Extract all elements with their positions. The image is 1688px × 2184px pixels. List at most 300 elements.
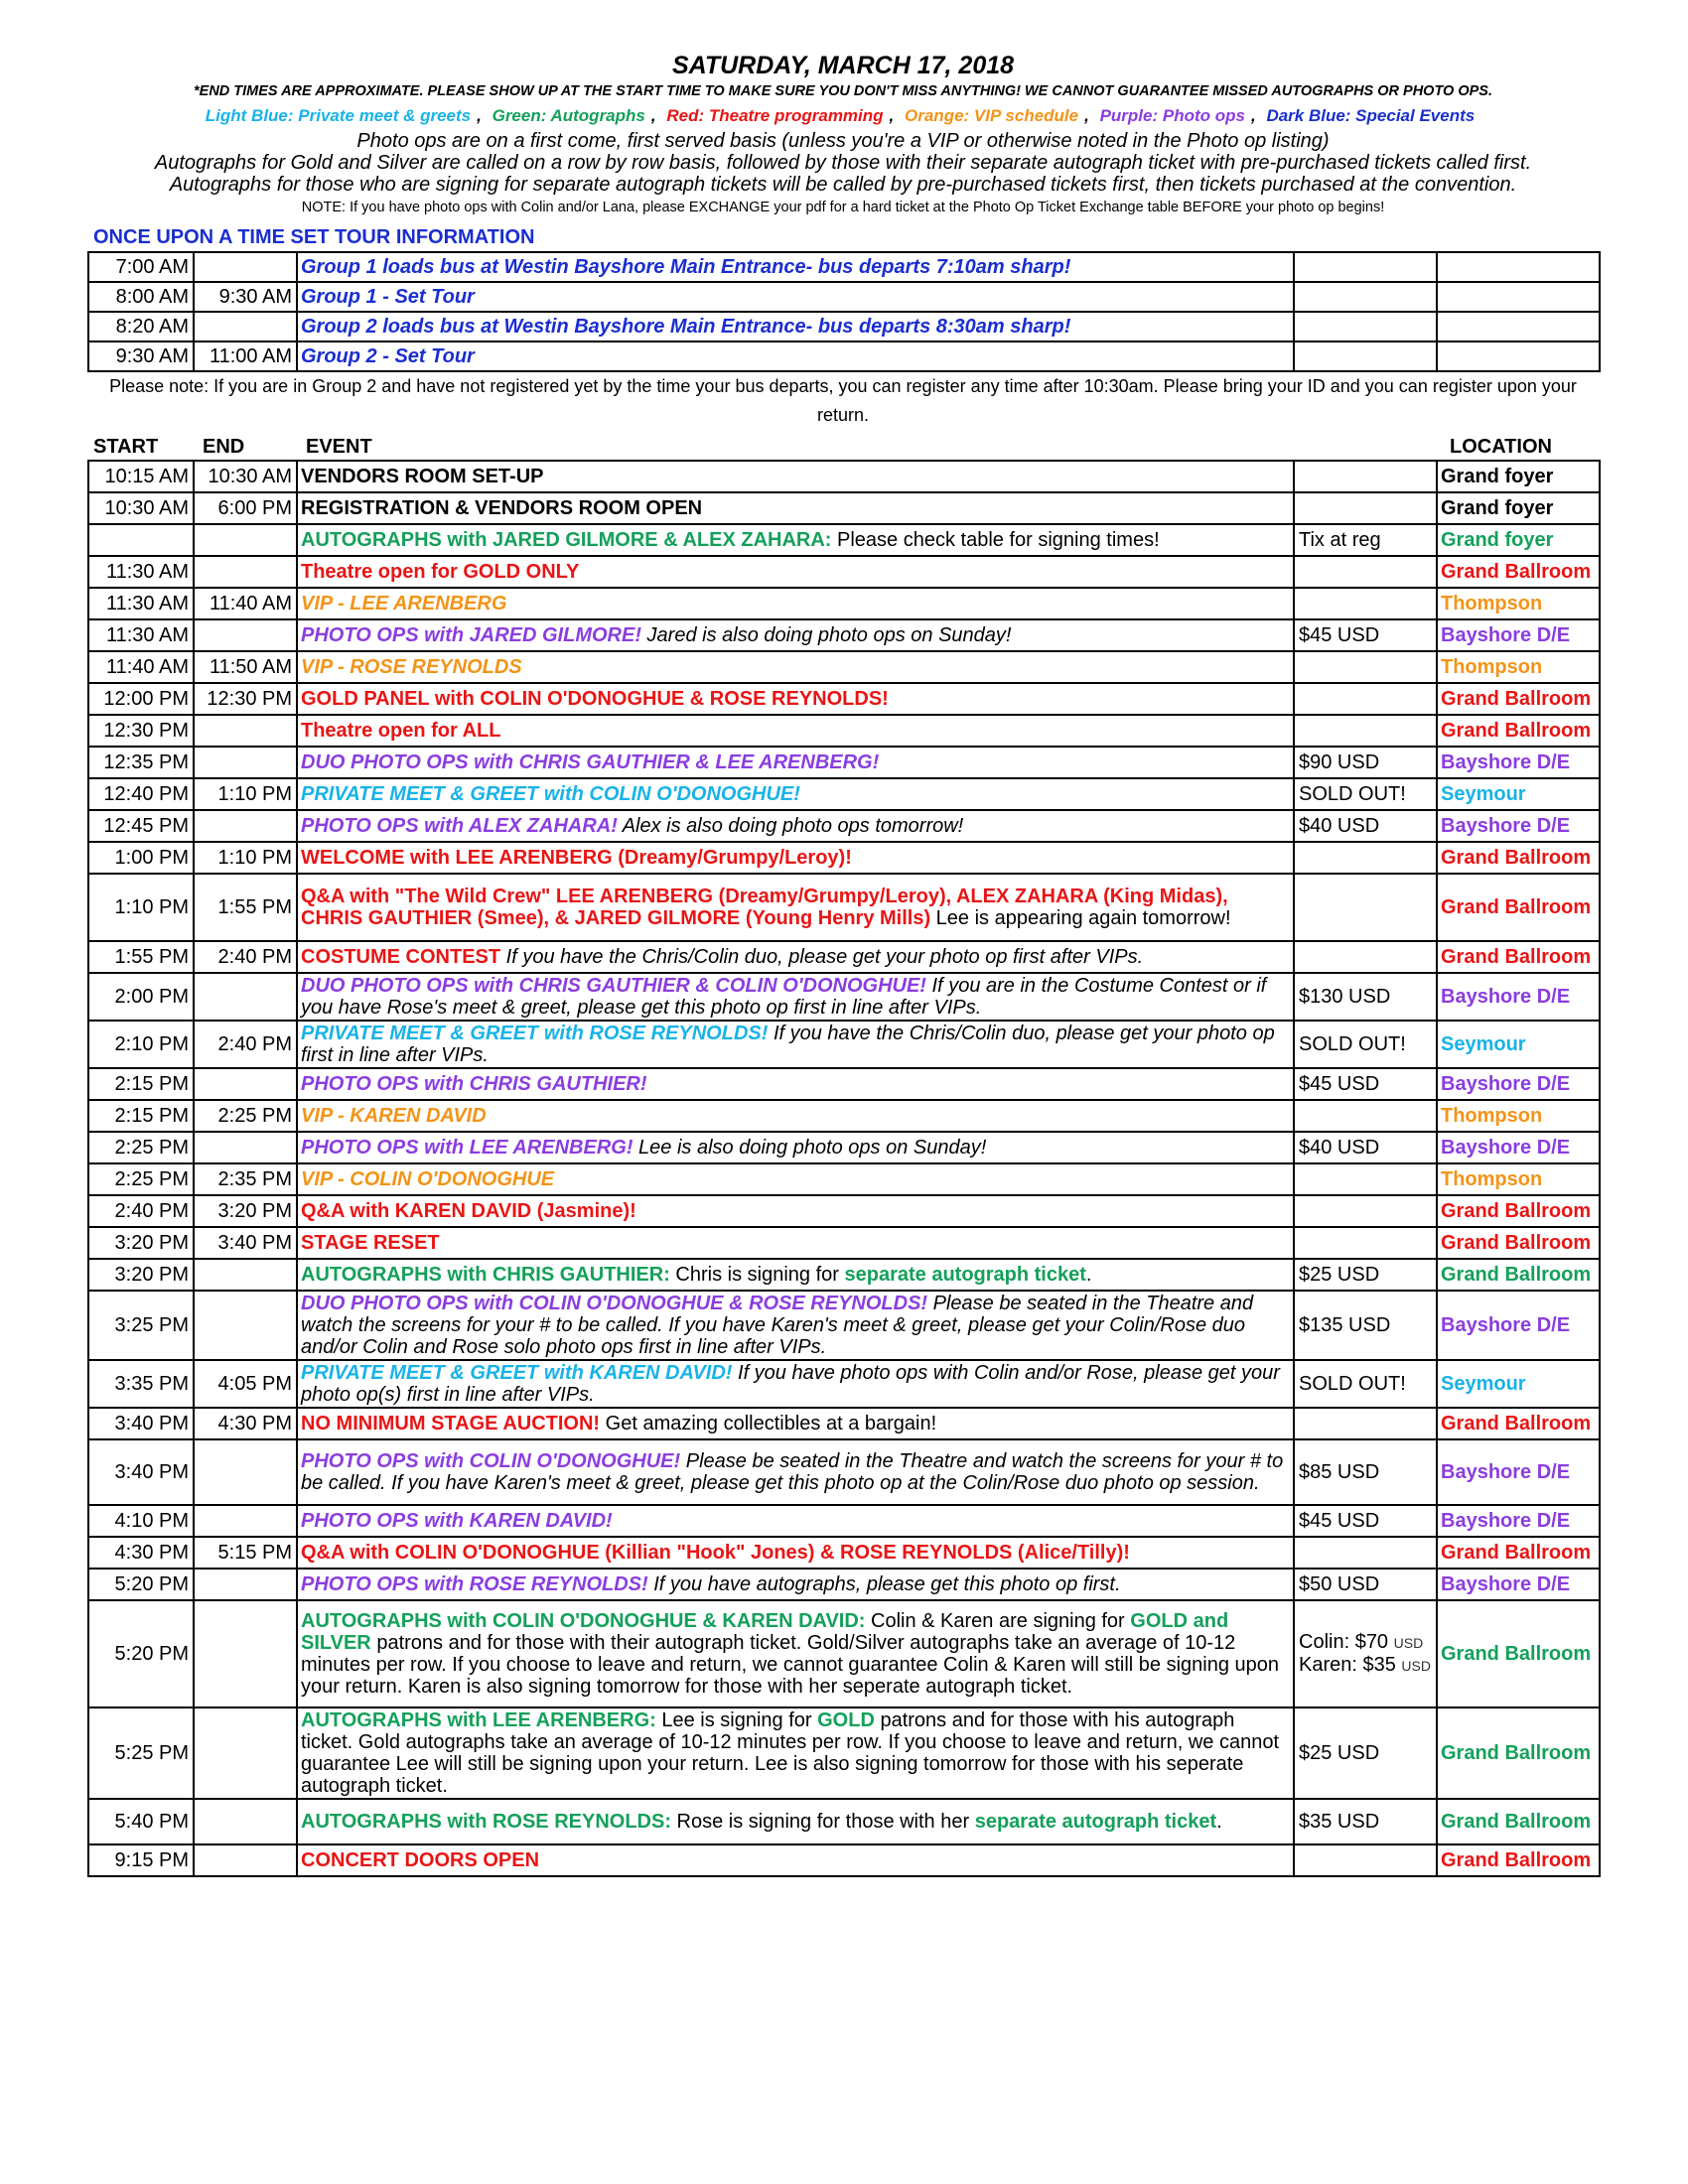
end-time: 2:35 PM xyxy=(194,1163,297,1195)
start-time: 12:00 PM xyxy=(88,683,194,715)
location: Grand Ballroom xyxy=(1437,1408,1600,1439)
start-time: 10:15 AM xyxy=(88,461,194,492)
price-value: $35 USD xyxy=(1299,1811,1380,1833)
location: Bayshore D/E xyxy=(1437,1439,1600,1505)
end-time: 12:30 PM xyxy=(194,683,297,715)
event-title: AUTOGRAPHS with ROSE REYNOLDS: xyxy=(301,1811,671,1833)
end-time xyxy=(194,715,297,747)
tour-row xyxy=(88,312,1600,341)
col-event: EVENT xyxy=(306,436,372,458)
color-legend: Light Blue: Private meet & greets , Green: Autographs , Red: Theatre programming , Orange: VIP schedule , Purple: Photo ops , Dark Blue: Special Events xyxy=(205,106,1476,125)
event-cell xyxy=(297,683,1294,715)
schedule-row xyxy=(88,1600,1600,1707)
price-cell xyxy=(1294,619,1437,651)
price-line xyxy=(1299,1631,1433,1654)
start-time: 11:30 AM xyxy=(88,619,194,651)
schedule-row xyxy=(88,715,1600,747)
event-cell xyxy=(297,1537,1294,1569)
event-cell xyxy=(297,1844,1294,1876)
event-cell xyxy=(297,1600,1294,1707)
event-title: COSTUME CONTEST xyxy=(301,946,501,968)
event-title: VENDORS ROOM SET-UP xyxy=(301,466,544,487)
end-time xyxy=(194,1799,297,1844)
location: Grand Ballroom xyxy=(1437,1844,1600,1876)
start-time: 12:45 PM xyxy=(88,810,194,842)
price-cell xyxy=(1294,1844,1437,1876)
disclaimer: *END TIMES ARE APPROXIMATE. PLEASE SHOW UP AT THE START TIME TO MAKE SURE YOU DON'T MISS ANYTHING! WE CANNOT GUARANTEE MISSED AUTOGRAPHS OR PHOTO OPS. xyxy=(194,83,1492,99)
end-time xyxy=(194,1259,297,1291)
location: Grand Ballroom xyxy=(1437,1259,1600,1291)
end-time: 3:40 PM xyxy=(194,1227,297,1259)
end-time: 1:55 PM xyxy=(194,874,297,941)
event-title: PHOTO OPS with COLIN O'DONOGHUE! xyxy=(301,1450,681,1472)
price-cell xyxy=(1294,778,1437,810)
schedule-row xyxy=(88,973,1600,1021)
end-time: 2:40 PM xyxy=(194,941,297,973)
event-cell xyxy=(297,1505,1294,1537)
event-detail: Jared is also doing photo ops on Sunday! xyxy=(641,624,1012,646)
price-cell xyxy=(1294,312,1437,341)
tour-row xyxy=(88,252,1600,282)
end-time: 1:10 PM xyxy=(194,778,297,810)
legend-autographs: Green: Autographs xyxy=(492,106,645,125)
location-cell xyxy=(1437,312,1600,341)
event-detail: Colin & Karen are signing for xyxy=(865,1610,1131,1632)
schedule-row xyxy=(88,524,1600,556)
event-detail: Lee is signing for xyxy=(655,1709,818,1731)
start-time xyxy=(88,524,194,556)
end-time: 5:15 PM xyxy=(194,1537,297,1569)
location: Grand foyer xyxy=(1437,492,1600,524)
event-title: Theatre open for GOLD ONLY xyxy=(301,561,580,583)
schedule-row xyxy=(88,1537,1600,1569)
event-detail: Lee is also doing photo ops on Sunday! xyxy=(633,1137,987,1159)
col-location: LOCATION xyxy=(1450,436,1552,458)
price-cell xyxy=(1294,747,1437,778)
event-cell xyxy=(297,874,1294,941)
price-value: $135 USD xyxy=(1299,1314,1391,1336)
price-cell xyxy=(1294,1291,1437,1360)
schedule-row xyxy=(88,1100,1600,1132)
event-title: PHOTO OPS with ALEX ZAHARA! xyxy=(301,815,618,837)
location: Grand Ballroom xyxy=(1437,1227,1600,1259)
end-time: 11:50 AM xyxy=(194,651,297,683)
end-time xyxy=(194,619,297,651)
event-detail: Rose is signing for those with her xyxy=(671,1811,975,1833)
price-value: $40 USD xyxy=(1299,1137,1380,1159)
start-time: 2:15 PM xyxy=(88,1100,194,1132)
location: Grand foyer xyxy=(1437,461,1600,492)
schedule-row xyxy=(88,747,1600,778)
end-time xyxy=(194,1439,297,1505)
location: Grand Ballroom xyxy=(1437,941,1600,973)
tour-table xyxy=(87,251,1601,372)
event-cell xyxy=(297,651,1294,683)
schedule-table xyxy=(87,460,1601,1877)
price-cell xyxy=(1294,1132,1437,1163)
location: Grand Ballroom xyxy=(1437,842,1600,874)
location-cell xyxy=(1437,282,1600,312)
end-time xyxy=(194,312,297,341)
location: Grand Ballroom xyxy=(1437,715,1600,747)
price-cell xyxy=(1294,341,1437,371)
start-time: 5:20 PM xyxy=(88,1600,194,1707)
end-time xyxy=(194,1569,297,1600)
legend-photo-ops: Purple: Photo ops xyxy=(1099,106,1245,125)
price-value: $40 USD xyxy=(1299,815,1380,837)
schedule-row xyxy=(88,1505,1600,1537)
event-detail: Please check table for signing times! xyxy=(831,529,1160,551)
schedule-row xyxy=(88,1163,1600,1195)
start-time: 2:25 PM xyxy=(88,1132,194,1163)
schedule-row xyxy=(88,1844,1600,1876)
event-cell xyxy=(297,619,1294,651)
schedule-row xyxy=(88,1132,1600,1163)
location: Bayshore D/E xyxy=(1437,973,1600,1021)
start-time: 3:35 PM xyxy=(88,1360,194,1408)
start-time: 1:55 PM xyxy=(88,941,194,973)
price-cell xyxy=(1294,1360,1437,1408)
tour-row xyxy=(88,341,1600,371)
event-cell xyxy=(297,461,1294,492)
event-detail-end: . xyxy=(1085,1264,1092,1286)
event-cell xyxy=(297,973,1294,1021)
start-time: 3:40 PM xyxy=(88,1408,194,1439)
event-cell xyxy=(297,941,1294,973)
end-time: 3:20 PM xyxy=(194,1195,297,1227)
event-detail-end: . xyxy=(1216,1811,1222,1833)
legend-private-meet: Light Blue: Private meet & greets xyxy=(205,106,472,125)
price-cell xyxy=(1294,651,1437,683)
start-time: 3:20 PM xyxy=(88,1259,194,1291)
policy-autographs-separate: Autographs for those who are signing for separate autograph tickets will be called by pre-purchased tickets first, then tickets purchased at the convention. xyxy=(169,174,1517,196)
schedule-row xyxy=(88,1259,1600,1291)
schedule-row xyxy=(88,556,1600,588)
event-detail: Chris is signing for xyxy=(669,1264,845,1286)
event-title: AUTOGRAPHS with JARED GILMORE & ALEX ZAHARA: xyxy=(301,529,832,551)
event-title: VIP - KAREN DAVID xyxy=(301,1105,487,1127)
event-cell xyxy=(297,524,1294,556)
event-detail: If you have the Chris/Colin duo, please get your photo op first after VIPs. xyxy=(500,946,1144,968)
event-cell xyxy=(297,1291,1294,1360)
price-cell xyxy=(1294,973,1437,1021)
event-title: NO MINIMUM STAGE AUCTION! xyxy=(301,1413,601,1434)
location: Thompson xyxy=(1437,651,1600,683)
price-unit: USD xyxy=(1401,1658,1431,1674)
end-time: 4:30 PM xyxy=(194,1408,297,1439)
event-title: PHOTO OPS with KAREN DAVID! xyxy=(301,1510,613,1532)
start-time: 2:40 PM xyxy=(88,1195,194,1227)
event-title: VIP - ROSE REYNOLDS xyxy=(301,656,522,678)
event-title: Theatre open for ALL xyxy=(301,720,501,742)
end-time xyxy=(194,747,297,778)
event-detail: Get amazing collectibles at a bargain! xyxy=(600,1413,937,1434)
event-title: DUO PHOTO OPS with COLIN O'DONOGHUE & ROSE REYNOLDS! xyxy=(301,1293,928,1314)
schedule-row xyxy=(88,1408,1600,1439)
price-cell xyxy=(1294,1259,1437,1291)
location: Thompson xyxy=(1437,588,1600,619)
event-detail: Please be seated in the Theatre and watch the screens for your # to be called. If you have Karen's meet & greet, please get your Colin/Rose duo and/or Colin and Rose solo photo ops first in line after VIPs. xyxy=(301,1293,1254,1358)
price-cell xyxy=(1294,1227,1437,1259)
event-detail-emphasis: GOLD and SILVER xyxy=(301,1610,1229,1654)
schedule-row xyxy=(88,651,1600,683)
schedule-row xyxy=(88,1707,1600,1799)
end-time xyxy=(194,1132,297,1163)
location: Grand Ballroom xyxy=(1437,683,1600,715)
exchange-note: NOTE: If you have photo ops with Colin and/or Lana, please EXCHANGE your pdf for a hard ticket at the Photo Op Ticket Exchange table BEFORE your photo op begins! xyxy=(301,200,1385,215)
location: Grand foyer xyxy=(1437,524,1600,556)
schedule-row xyxy=(88,492,1600,524)
price-cell xyxy=(1294,1068,1437,1100)
event-detail: If you have photo ops with Colin and/or Rose, please get your photo op(s) first in line after VIPs. xyxy=(301,1362,1280,1406)
event-title: CONCERT DOORS OPEN xyxy=(301,1849,540,1871)
end-time: 6:00 PM xyxy=(194,492,297,524)
price-cell xyxy=(1294,1021,1437,1068)
price-value: $45 USD xyxy=(1299,1073,1380,1095)
event-cell xyxy=(297,1707,1294,1799)
location: Grand Ballroom xyxy=(1437,1600,1600,1707)
event-cell xyxy=(297,1068,1294,1100)
col-end: END xyxy=(203,436,245,458)
event-cell xyxy=(297,588,1294,619)
event-title: AUTOGRAPHS with LEE ARENBERG: xyxy=(301,1709,656,1731)
price-cell xyxy=(1294,1600,1437,1707)
price-value: SOLD OUT! xyxy=(1299,1373,1406,1395)
legend-vip: Orange: VIP schedule xyxy=(905,106,1079,125)
price-cell xyxy=(1294,1537,1437,1569)
price-cell xyxy=(1294,282,1437,312)
schedule-row xyxy=(88,1291,1600,1360)
price-value: $50 USD xyxy=(1299,1573,1380,1595)
schedule-row xyxy=(88,1021,1600,1068)
event-cell xyxy=(297,1132,1294,1163)
start-time: 3:25 PM xyxy=(88,1291,194,1360)
end-time xyxy=(194,1291,297,1360)
price-value: $45 USD xyxy=(1299,624,1380,646)
location: Grand Ballroom xyxy=(1437,874,1600,941)
price-cell xyxy=(1294,1195,1437,1227)
end-time xyxy=(194,252,297,282)
legend-theatre: Red: Theatre programming xyxy=(666,106,884,125)
event-cell xyxy=(297,1100,1294,1132)
event-title: AUTOGRAPHS with COLIN O'DONOGHUE & KAREN DAVID: xyxy=(301,1610,866,1632)
start-time: 1:10 PM xyxy=(88,874,194,941)
start-time: 8:20 AM xyxy=(88,312,194,341)
event-cell xyxy=(297,492,1294,524)
location: Thompson xyxy=(1437,1100,1600,1132)
start-time: 2:00 PM xyxy=(88,973,194,1021)
end-time xyxy=(194,1844,297,1876)
start-time: 5:40 PM xyxy=(88,1799,194,1844)
event-cell xyxy=(297,778,1294,810)
start-time: 12:40 PM xyxy=(88,778,194,810)
event-title: PHOTO OPS with LEE ARENBERG! xyxy=(301,1137,633,1159)
schedule-row xyxy=(88,1195,1600,1227)
location: Grand Ballroom xyxy=(1437,1195,1600,1227)
event-cell xyxy=(297,1439,1294,1505)
event-title: DUO PHOTO OPS with CHRIS GAUTHIER & LEE ARENBERG! xyxy=(301,751,880,773)
price-cell xyxy=(1294,810,1437,842)
start-time: 11:30 AM xyxy=(88,588,194,619)
schedule-row xyxy=(88,941,1600,973)
event-title: PHOTO OPS with ROSE REYNOLDS! xyxy=(301,1573,648,1595)
price-value: $85 USD xyxy=(1299,1461,1380,1483)
location: Bayshore D/E xyxy=(1437,619,1600,651)
price-value: $45 USD xyxy=(1299,1510,1380,1532)
price-cell xyxy=(1294,588,1437,619)
event-detail: Lee is appearing again tomorrow! xyxy=(930,907,1231,929)
price-cell xyxy=(1294,1505,1437,1537)
schedule-row xyxy=(88,1569,1600,1600)
end-time xyxy=(194,810,297,842)
price-cell xyxy=(1294,252,1437,282)
price-cell xyxy=(1294,1707,1437,1799)
location: Thompson xyxy=(1437,1163,1600,1195)
event-cell xyxy=(297,1569,1294,1600)
event-title: PHOTO OPS with JARED GILMORE! xyxy=(301,624,641,646)
start-time: 4:30 PM xyxy=(88,1537,194,1569)
event-cell xyxy=(297,1163,1294,1195)
event-cell xyxy=(297,1195,1294,1227)
start-time: 9:30 AM xyxy=(88,341,194,371)
event-cell xyxy=(297,1408,1294,1439)
event-detail-emphasis: separate autograph ticket xyxy=(844,1264,1086,1286)
start-time: 2:15 PM xyxy=(88,1068,194,1100)
price-cell xyxy=(1294,1569,1437,1600)
schedule-row xyxy=(88,1068,1600,1100)
event-detail: If you have the Chris/Colin duo, please get your photo op first in line after VIPs. xyxy=(301,1023,1275,1066)
start-time: 5:20 PM xyxy=(88,1569,194,1600)
page-title: SATURDAY, MARCH 17, 2018 xyxy=(671,52,1015,79)
location: Grand Ballroom xyxy=(1437,1707,1600,1799)
location: Bayshore D/E xyxy=(1437,1505,1600,1537)
end-time: 11:40 AM xyxy=(194,588,297,619)
schedule-row xyxy=(88,1439,1600,1505)
end-time: 1:10 PM xyxy=(194,842,297,874)
location: Seymour xyxy=(1437,1360,1600,1408)
start-time: 5:25 PM xyxy=(88,1707,194,1799)
start-time: 2:10 PM xyxy=(88,1021,194,1068)
price-value: SOLD OUT! xyxy=(1299,1033,1406,1055)
event-detail: Please be seated in the Theatre and watch the screens for your # to be called. If you have Karen's meet & greet, please get this photo op at the Colin/Rose duo photo op session. xyxy=(301,1450,1284,1494)
event-detail-emphasis: GOLD xyxy=(817,1709,875,1731)
event-title: Group 1 loads bus at Westin Bayshore Main Entrance- bus departs 7:10am sharp! xyxy=(297,252,1294,282)
event-detail: If you have autographs, please get this photo op first. xyxy=(647,1573,1121,1595)
end-time: 10:30 AM xyxy=(194,461,297,492)
event-cell xyxy=(297,556,1294,588)
price-cell xyxy=(1294,492,1437,524)
price-value: Tix at reg xyxy=(1299,529,1381,551)
tour-note: Please note: If you are in Group 2 and have not registered yet by the time your bus departs, you can register any time after 10:30am. Please bring your ID and you can register upon your return. xyxy=(109,376,1577,425)
legend-special-events: Dark Blue: Special Events xyxy=(1266,106,1476,125)
price-unit: USD xyxy=(1393,1635,1424,1651)
event-cell xyxy=(297,842,1294,874)
event-detail-emphasis: separate autograph ticket xyxy=(974,1811,1217,1833)
event-title: Group 2 - Set Tour xyxy=(297,341,1294,371)
price-cell xyxy=(1294,842,1437,874)
schedule-row xyxy=(88,874,1600,941)
start-time: 4:10 PM xyxy=(88,1505,194,1537)
col-start: START xyxy=(93,436,159,458)
event-detail: Alex is also doing photo ops tomorrow! xyxy=(617,815,964,837)
price-cell xyxy=(1294,715,1437,747)
event-cell xyxy=(297,715,1294,747)
location: Bayshore D/E xyxy=(1437,747,1600,778)
price-line xyxy=(1299,1654,1433,1677)
event-title: PRIVATE MEET & GREET with COLIN O'DONOGHUE! xyxy=(301,783,800,805)
event-title: PRIVATE MEET & GREET with KAREN DAVID! xyxy=(301,1362,733,1384)
event-detail-end: patrons and for those with his autograph ticket. Gold autographs take an average of 10-12 minutes per row. If you choose to leave and return, we cannot guarantee Lee will still be signing upon your return. Lee is also signing tomorrow for those with his seperate autograph ticket. xyxy=(301,1709,1280,1797)
policy-photo-ops: Photo ops are on a first come, first served basis (unless you're a VIP or otherwise noted in the Photo op listing) xyxy=(356,130,1330,152)
policy-autographs-gold: Autographs for Gold and Silver are called on a row by row basis, followed by those with their separate autograph ticket with pre-purchased tickets called first. xyxy=(154,152,1532,174)
price-cell xyxy=(1294,1100,1437,1132)
end-time: 11:00 AM xyxy=(194,341,297,371)
end-time xyxy=(194,1600,297,1707)
start-time: 3:20 PM xyxy=(88,1227,194,1259)
event-cell xyxy=(297,1259,1294,1291)
schedule-row xyxy=(88,1227,1600,1259)
start-time: 2:25 PM xyxy=(88,1163,194,1195)
start-time: 12:30 PM xyxy=(88,715,194,747)
event-detail: If you are in the Costume Contest or if you have Rose's meet & greet, please get this photo op first in line after VIPs. xyxy=(301,975,1267,1019)
event-title: VIP - LEE ARENBERG xyxy=(301,593,507,614)
event-title: PRIVATE MEET & GREET with ROSE REYNOLDS! xyxy=(301,1023,769,1044)
schedule-row xyxy=(88,683,1600,715)
schedule-row xyxy=(88,842,1600,874)
event-title: PHOTO OPS with CHRIS GAUTHIER! xyxy=(301,1073,647,1095)
end-time xyxy=(194,1707,297,1799)
price-value: $25 USD xyxy=(1299,1264,1380,1286)
tour-heading: ONCE UPON A TIME SET TOUR INFORMATION xyxy=(93,226,535,248)
schedule-row xyxy=(88,588,1600,619)
location: Seymour xyxy=(1437,1021,1600,1068)
event-title: Q&A with COLIN O'DONOGHUE (Killian "Hook" Jones) & ROSE REYNOLDS (Alice/Tilly)! xyxy=(301,1542,1130,1564)
price-value: $90 USD xyxy=(1299,751,1380,773)
event-cell xyxy=(297,1021,1294,1068)
price-value: $130 USD xyxy=(1299,986,1391,1008)
schedule-row xyxy=(88,619,1600,651)
schedule-row xyxy=(88,1799,1600,1844)
event-title: Q&A with KAREN DAVID (Jasmine)! xyxy=(301,1200,636,1222)
price-cell xyxy=(1294,1408,1437,1439)
start-time: 9:15 PM xyxy=(88,1844,194,1876)
start-time: 8:00 AM xyxy=(88,282,194,312)
start-time: 11:40 AM xyxy=(88,651,194,683)
price-amount: Colin: $70 xyxy=(1299,1631,1389,1653)
price-value: SOLD OUT! xyxy=(1299,783,1406,805)
schedule-row xyxy=(88,810,1600,842)
end-time xyxy=(194,1068,297,1100)
event-detail-end: patrons and for those with their autograph ticket. Gold/Silver autographs take an average of 10-12 minutes per row. If you choose to leave and return, we cannot guarantee Colin & Karen will still be signing upon your return. Karen is also signing tomorrow for those with her seperate autograph ticket. xyxy=(301,1632,1280,1698)
start-time: 10:30 AM xyxy=(88,492,194,524)
price-cell xyxy=(1294,1163,1437,1195)
end-time: 2:40 PM xyxy=(194,1021,297,1068)
event-cell xyxy=(297,747,1294,778)
event-title: STAGE RESET xyxy=(301,1232,440,1254)
event-title: Group 1 - Set Tour xyxy=(297,282,1294,312)
end-time xyxy=(194,556,297,588)
event-cell xyxy=(297,1799,1294,1844)
end-time xyxy=(194,973,297,1021)
price-value: $25 USD xyxy=(1299,1742,1380,1764)
price-cell xyxy=(1294,874,1437,941)
schedule-row xyxy=(88,778,1600,810)
event-title: WELCOME with LEE ARENBERG (Dreamy/Grumpy/Leroy)! xyxy=(301,847,852,869)
location: Bayshore D/E xyxy=(1437,1569,1600,1600)
price-amount: Karen: $35 xyxy=(1299,1654,1396,1676)
location-cell xyxy=(1437,252,1600,282)
price-cell xyxy=(1294,683,1437,715)
